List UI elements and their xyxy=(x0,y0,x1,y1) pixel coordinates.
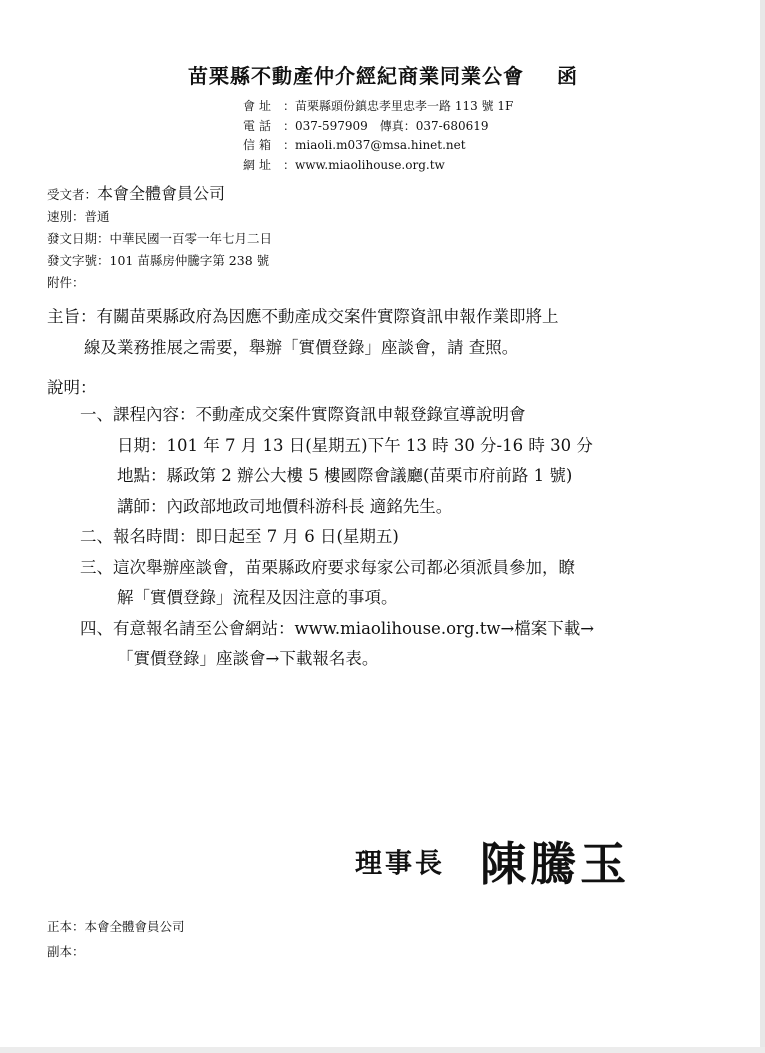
contact-value: ：miaoli.m037@msa.hinet.net xyxy=(283,138,466,152)
attachment: 附件： xyxy=(47,275,85,290)
recipient-label: 受文者： xyxy=(47,187,98,202)
explanation-line: 四、有意報名請至公會網站：www.miaolihouse.org.tw→檔案下載→ xyxy=(80,618,595,638)
explanation-line: 地點：縣政第 2 辦公大樓 5 樓國際會議廳(苗栗市府前路 1 號) xyxy=(117,466,573,485)
letterhead xyxy=(0,60,765,89)
contact-email xyxy=(243,136,513,156)
explanation-list xyxy=(80,400,594,675)
scan-edge-right xyxy=(760,0,765,1053)
contact-label: 網址 xyxy=(243,157,276,172)
contact-value: ：苗栗縣頭份鎮忠孝里忠孝一路 113 號 1F xyxy=(283,99,514,113)
issue-date: 發文日期：中華民國一百零一年七月二日 xyxy=(47,231,273,246)
document-number: 發文字號：101 苗縣房仲騰字第 238 號 xyxy=(47,253,270,268)
contact-value: ：www.miaolihouse.org.tw xyxy=(283,157,445,172)
organization-name: 苗栗縣不動產仲介經紀商業同業公會 xyxy=(187,64,524,88)
explanation-line: 日期：101 年 7 月 13 日(星期五)下午 13 時 30 分-16 時 30 分 xyxy=(117,435,593,455)
contact-value: ：037-597909 傳真：037-680619 xyxy=(283,118,489,133)
recipient-line xyxy=(47,183,272,206)
explanation-line: 二、報名時間：即日起至 7 月 6 日(星期五) xyxy=(80,527,399,546)
recipient: 本會全體會員公司 xyxy=(97,184,226,203)
contact-website xyxy=(243,156,513,176)
contact-label: 電話 xyxy=(243,118,276,133)
copy-recipients: 副本： xyxy=(47,944,85,959)
contact-address xyxy=(243,97,513,117)
distribution-block xyxy=(47,914,185,964)
explanation-line: 講師：內政部地政司地價科游科長 適銘先生。 xyxy=(117,496,453,516)
contact-block xyxy=(243,97,513,175)
explanation-heading: 說明： xyxy=(47,378,97,397)
explanation-line: 解「實價登錄」流程及因注意的事項。 xyxy=(117,588,398,607)
subject-block xyxy=(47,301,727,363)
explanation-line: 一、課程內容：不動產成交案件實際資訊申報登錄宣導說明會 xyxy=(80,405,526,424)
contact-phone xyxy=(243,117,513,137)
contact-label: 信箱 xyxy=(243,138,276,152)
signature-block xyxy=(355,828,630,894)
explanation-line: 三、這次舉辦座談會，苗栗縣政府要求每家公司都必須派員參加，瞭 xyxy=(80,557,575,577)
signatory-name: 陳騰玉 xyxy=(480,837,631,891)
subject-line: 主旨：有關苗栗縣政府為因應不動產成交案件實際資訊申報作業即將上 xyxy=(47,307,559,326)
explanation-line: 「實價登錄」座談會→下載報名表。 xyxy=(117,649,379,668)
signatory-title: 理事長 xyxy=(355,848,445,880)
scan-edge-bottom xyxy=(0,1047,765,1053)
contact-label: 會址 xyxy=(243,99,276,113)
document-meta xyxy=(47,183,272,294)
original-recipients: 正本：本會全體會員公司 xyxy=(47,919,185,934)
document-type: 函 xyxy=(557,64,578,88)
delivery-speed: 速別：普通 xyxy=(47,209,110,224)
subject-line: 線及業務推展之需要，舉辦「實價登錄」座談會，請 查照。 xyxy=(84,338,519,357)
